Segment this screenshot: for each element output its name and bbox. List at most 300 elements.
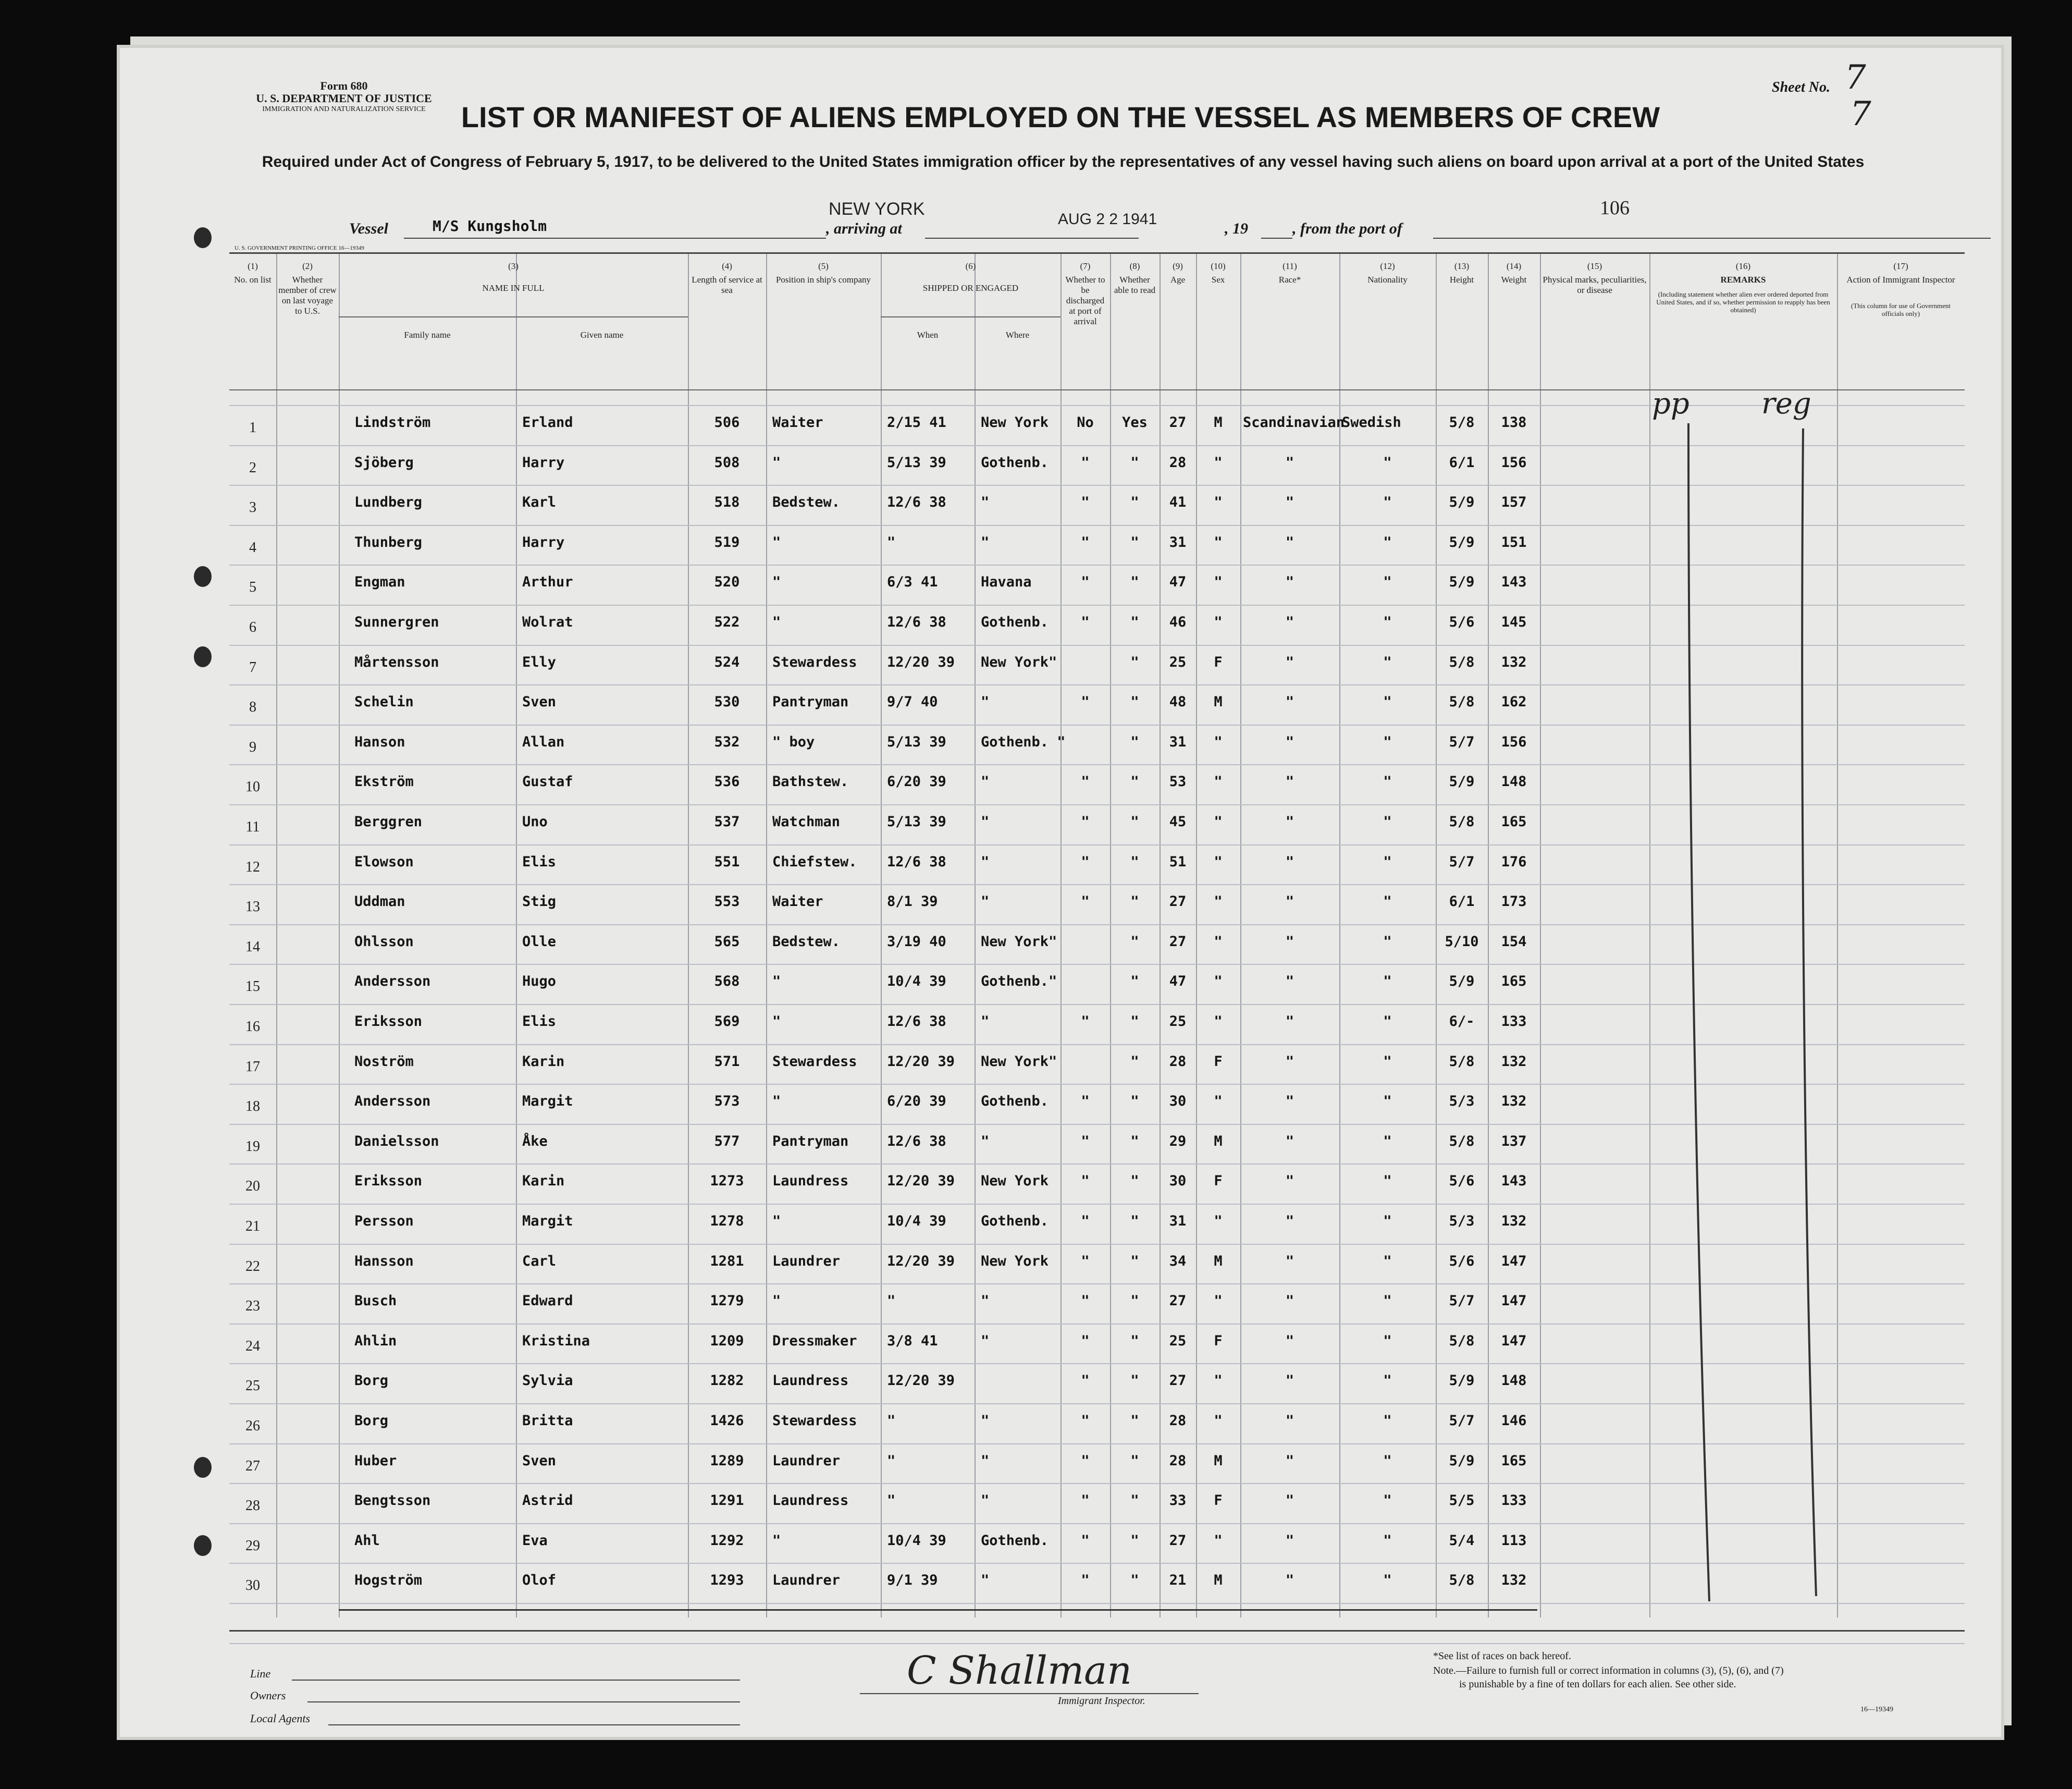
cell-position: " [772, 534, 781, 550]
cell-position: Bedstew. [772, 933, 841, 950]
cell-service: 518 [714, 494, 740, 511]
cell-where: New York" [981, 933, 1057, 950]
cell-family: Mårtensson [354, 654, 439, 670]
cell-race: " [1285, 1332, 1294, 1349]
cell-sex: " [1214, 733, 1223, 750]
cell-service: 1273 [710, 1173, 744, 1190]
cell-family: Huber [354, 1452, 397, 1469]
cell-weight: 165 [1501, 814, 1527, 830]
cell-nat: " [1383, 733, 1392, 750]
cell-given: Wolrat [522, 614, 573, 630]
cell-height: 5/8 [1449, 814, 1475, 830]
cell-when: 6/20 39 [887, 1093, 946, 1110]
cell-age: 28 [1169, 1413, 1187, 1429]
cell-height: 5/6 [1449, 1253, 1475, 1269]
cell-sex: M [1214, 1133, 1223, 1149]
cell-age: 46 [1169, 614, 1187, 630]
cell-nat: " [1383, 1213, 1392, 1229]
cell-sex: " [1214, 774, 1223, 790]
cell-family: Hogström [354, 1572, 423, 1589]
cell-discharged: " [1081, 1133, 1090, 1149]
cell-when: 10/4 39 [887, 1532, 946, 1549]
cell-sex: " [1214, 853, 1223, 870]
cell-weight: 132 [1501, 1213, 1527, 1229]
row-number: 19 [245, 1138, 260, 1155]
column-header: Whether to be discharged at port of arrival [1065, 275, 1105, 326]
row-number: 26 [245, 1418, 260, 1434]
cell-given: Britta [522, 1413, 573, 1429]
cell-when: 5/13 39 [887, 454, 946, 471]
cell-where: " [981, 1133, 990, 1149]
inspector-label: Immigrant Inspector. [1058, 1695, 1145, 1707]
cell-given: Olof [522, 1572, 557, 1589]
cell-given: Allan [522, 733, 565, 750]
cell-given: Kristina [522, 1332, 590, 1349]
cell-position: Pantryman [772, 694, 849, 710]
cell-position: Laundress [772, 1173, 849, 1190]
cell-read: " [1130, 1093, 1139, 1110]
cell-given: Eva [522, 1532, 548, 1549]
cell-when: 12/20 39 [887, 1053, 955, 1070]
cell-given: Elis [522, 1013, 557, 1030]
cell-nat: " [1383, 1013, 1392, 1030]
cell-discharged: " [1081, 574, 1090, 591]
row-number: 18 [245, 1098, 260, 1115]
cell-discharged: " [1081, 1373, 1090, 1389]
cell-read: " [1130, 494, 1139, 511]
cell-given: Gustaf [522, 774, 573, 790]
cell-given: Åke [522, 1133, 548, 1149]
cell-read: " [1130, 1213, 1139, 1229]
column-header: Height [1449, 275, 1474, 285]
row-number: 1 [249, 420, 256, 436]
cell-position: Chiefstew. [772, 853, 857, 870]
cell-family: Persson [354, 1213, 414, 1229]
binder-hole [45, 1537, 79, 1574]
cell-age: 53 [1169, 774, 1187, 790]
cell-nat: " [1383, 774, 1392, 790]
cell-discharged: " [1081, 1253, 1090, 1269]
sheet-label: Sheet No. [1772, 79, 1830, 95]
arriving-port: NEW YORK [829, 199, 925, 219]
column-number: (15) [1587, 261, 1602, 271]
cell-nat: " [1383, 853, 1392, 870]
cell-position: Laundress [772, 1492, 849, 1509]
cell-given: Stig [522, 893, 557, 910]
cell-height: 5/7 [1449, 733, 1475, 750]
cell-age: 27 [1169, 1373, 1187, 1389]
cell-weight: 148 [1501, 1373, 1527, 1389]
cell-weight: 147 [1501, 1293, 1527, 1309]
inspector-signature: C Shallman [907, 1648, 1132, 1693]
row-number: 25 [245, 1378, 260, 1394]
cell-weight: 143 [1501, 574, 1527, 591]
penalty-note-cont: is punishable by a fine of ten dollars for each alien. See other side. [1459, 1678, 1736, 1690]
cell-nat: " [1383, 454, 1392, 471]
cell-read: " [1130, 933, 1139, 950]
cell-weight: 132 [1501, 1572, 1527, 1589]
cell-weight: 154 [1501, 933, 1527, 950]
row-number: 30 [245, 1577, 260, 1594]
ditto-lines-handwritten [1673, 423, 1829, 1612]
row-number: 27 [245, 1457, 260, 1474]
row-number: 12 [245, 859, 260, 875]
cell-age: 21 [1169, 1572, 1187, 1589]
cell-family: Ahlin [354, 1332, 397, 1349]
cell-when: 12/6 38 [887, 1013, 946, 1030]
vessel-name: M/S Kungsholm [433, 217, 547, 235]
cell-where: " [981, 1413, 990, 1429]
cell-read: " [1130, 694, 1139, 710]
cell-discharged: " [1081, 1492, 1090, 1509]
cell-nat: " [1383, 814, 1392, 830]
cell-given: Karin [522, 1173, 565, 1190]
cell-sex: M [1214, 1452, 1223, 1469]
column-header: Nationality [1367, 275, 1408, 285]
cell-position: " [772, 1013, 781, 1030]
local-agents-field-line [328, 1711, 740, 1725]
cell-discharged: " [1081, 893, 1090, 910]
cell-nat: " [1383, 1492, 1392, 1509]
cell-service: 569 [714, 1013, 740, 1030]
cell-service: 553 [714, 893, 740, 910]
cell-age: 30 [1169, 1173, 1187, 1190]
cell-weight: 132 [1501, 654, 1527, 670]
cell-height: 5/10 [1445, 933, 1479, 950]
cell-service: 532 [714, 733, 740, 750]
cell-nat: " [1383, 574, 1392, 591]
cell-where: Gothenb. [981, 1532, 1049, 1549]
cell-age: 47 [1169, 973, 1187, 990]
cell-height: 5/8 [1449, 654, 1475, 670]
cell-nat: " [1383, 1173, 1392, 1190]
cell-family: Borg [354, 1413, 389, 1429]
column-number: (12) [1380, 261, 1395, 271]
cell-service: 522 [714, 614, 740, 630]
cell-sex: " [1214, 1293, 1223, 1309]
cell-sex: " [1214, 534, 1223, 550]
cell-when: 10/4 39 [887, 1213, 946, 1229]
cell-race: " [1285, 1133, 1294, 1149]
row-number: 21 [245, 1218, 260, 1234]
cell-family: Elowson [354, 853, 414, 870]
port-number-stamp: 106 [1600, 197, 1630, 219]
cell-service: 1289 [710, 1452, 744, 1469]
sheet-number-copy: 7 [1850, 95, 1871, 133]
cell-when: 2/15 41 [887, 414, 946, 431]
cell-discharged: " [1081, 1332, 1090, 1349]
cell-age: 28 [1169, 1053, 1187, 1070]
cell-nat: " [1383, 1293, 1392, 1309]
cell-sex: " [1214, 893, 1223, 910]
column-number: (4) [722, 261, 732, 271]
cell-when: 12/20 39 [887, 1253, 955, 1269]
cell-discharged: " [1081, 534, 1090, 550]
cell-race: " [1285, 534, 1294, 550]
column-number: (3) [508, 261, 519, 271]
cell-age: 34 [1169, 1253, 1187, 1269]
column-header: Action of Immigrant Inspector [1846, 275, 1955, 285]
cell-race: " [1285, 1413, 1294, 1429]
cell-read: " [1130, 654, 1139, 670]
page-title: LIST OR MANIFEST OF ALIENS EMPLOYED ON THE VESSEL AS MEMBERS OF CREW [461, 101, 1660, 133]
column-header: Whether member of crew on last voyage to U.S. [278, 275, 337, 316]
cell-weight: 146 [1501, 1413, 1527, 1429]
cell-race: " [1285, 1293, 1294, 1309]
cell-given: Carl [522, 1253, 557, 1269]
cell-weight: 151 [1501, 534, 1527, 550]
cell-discharged: " [1081, 1293, 1090, 1309]
cell-given: Harry [522, 534, 565, 550]
cell-family: Uddman [354, 893, 405, 910]
column-number: (8) [1129, 261, 1140, 271]
cell-height: 5/8 [1449, 1053, 1475, 1070]
cell-read: " [1130, 1053, 1139, 1070]
sub-header: Given name [580, 330, 624, 340]
cell-position: " [772, 973, 781, 990]
cell-position: " [772, 1293, 781, 1309]
cell-weight: 162 [1501, 694, 1527, 710]
cell-race: " [1285, 1213, 1294, 1229]
cell-read: " [1130, 1173, 1139, 1190]
row-rule [229, 1643, 1965, 1644]
cell-height: 5/7 [1449, 1413, 1475, 1429]
cell-when: 12/6 38 [887, 1133, 946, 1149]
cell-race: " [1285, 1492, 1294, 1509]
cell-sex: F [1214, 1332, 1223, 1349]
cell-nat: " [1383, 1532, 1392, 1549]
cell-sex: F [1214, 1492, 1223, 1509]
cell-height: 5/8 [1449, 1572, 1475, 1589]
cell-discharged: No [1077, 414, 1094, 431]
owners-field-line [307, 1688, 740, 1702]
cell-family: Danielsson [354, 1133, 439, 1149]
cell-age: 45 [1169, 814, 1187, 830]
department-name: U. S. DEPARTMENT OF JUSTICE [256, 92, 432, 105]
cell-age: 31 [1169, 733, 1187, 750]
cell-sex: F [1214, 654, 1223, 670]
cell-family: Thunberg [354, 534, 423, 550]
form-code: 16—19349 [1860, 1706, 1893, 1713]
cell-where: " [981, 1293, 990, 1309]
column-number: (2) [302, 261, 313, 271]
cell-age: 33 [1169, 1492, 1187, 1509]
column-header: Sex [1211, 275, 1225, 285]
cell-family: Schelin [354, 694, 414, 710]
cell-weight: 132 [1501, 1053, 1527, 1070]
cell-sex: F [1214, 1053, 1223, 1070]
year-label: , 19 [1225, 220, 1248, 237]
cell-family: Ohlsson [354, 933, 414, 950]
cell-family: Andersson [354, 1093, 431, 1110]
cell-where: Gothenb. [981, 1093, 1049, 1110]
cell-read: " [1130, 814, 1139, 830]
page-subtitle: Required under Act of Congress of February 5, 1917, to be delivered to the United States immigration officer by the representatives of any vessel having such aliens on board upon arrival at a port of the United States [262, 153, 1865, 170]
cell-weight: 137 [1501, 1133, 1527, 1149]
cell-height: 5/3 [1449, 1093, 1475, 1110]
cell-race: " [1285, 973, 1294, 990]
row-number: 9 [249, 739, 256, 755]
cell-age: 48 [1169, 694, 1187, 710]
cell-weight: 176 [1501, 853, 1527, 870]
cell-sex: " [1214, 1413, 1223, 1429]
cell-read: " [1130, 1253, 1139, 1269]
cell-read: " [1130, 1332, 1139, 1349]
cell-family: Bengtsson [354, 1492, 431, 1509]
cell-weight: 147 [1501, 1332, 1527, 1349]
cell-weight: 148 [1501, 774, 1527, 790]
cell-sex: M [1214, 1253, 1223, 1269]
cell-read: " [1130, 574, 1139, 591]
column-number: (9) [1173, 261, 1183, 271]
cell-family: Andersson [354, 973, 431, 990]
cell-given: Karin [522, 1053, 565, 1070]
cell-race: " [1285, 893, 1294, 910]
line-field-line [292, 1666, 740, 1681]
cell-read: " [1130, 1492, 1139, 1509]
cell-family: Berggren [354, 814, 423, 830]
cell-age: 27 [1169, 1532, 1187, 1549]
cell-age: 31 [1169, 534, 1187, 550]
cell-nat: " [1383, 614, 1392, 630]
cell-race: " [1285, 774, 1294, 790]
cell-service: 506 [714, 414, 740, 431]
cell-given: Elis [522, 853, 557, 870]
cell-position: " [772, 1532, 781, 1549]
cell-given: Olle [522, 933, 557, 950]
cell-height: 6/1 [1449, 893, 1475, 910]
cell-age: 29 [1169, 1133, 1187, 1149]
cell-position: " [772, 454, 781, 471]
cell-given: Astrid [522, 1492, 573, 1509]
cell-sex: " [1214, 494, 1223, 511]
binder-hole [45, 1251, 79, 1289]
cell-where: " [981, 1013, 990, 1030]
column-number: (6) [965, 261, 976, 271]
cell-age: 30 [1169, 1093, 1187, 1110]
cell-given: Erland [522, 414, 573, 431]
cell-read: " [1130, 1373, 1139, 1389]
cell-nat: Swedish [1342, 414, 1401, 431]
cell-height: 5/9 [1449, 534, 1475, 550]
cell-service: 530 [714, 694, 740, 710]
cell-race: " [1285, 733, 1294, 750]
cell-discharged: " [1081, 494, 1090, 511]
cell-where: New York" [981, 654, 1057, 670]
cell-weight: 157 [1501, 494, 1527, 511]
cell-age: 27 [1169, 1293, 1187, 1309]
row-number: 6 [249, 619, 256, 635]
cell-read: " [1130, 1572, 1139, 1589]
cell-where: Gothenb. " [981, 733, 1066, 750]
cell-age: 41 [1169, 494, 1187, 511]
remarks-handwritten-mark: pp [1652, 387, 1689, 421]
cell-sex: " [1214, 574, 1223, 591]
row-number: 4 [249, 539, 256, 556]
cell-given: Margit [522, 1093, 573, 1110]
cell-service: 1278 [710, 1213, 744, 1229]
cell-family: Ekström [354, 774, 414, 790]
cell-given: Harry [522, 454, 565, 471]
cell-read: " [1130, 774, 1139, 790]
row-number: 13 [245, 899, 260, 915]
cell-height: 5/9 [1449, 574, 1475, 591]
cell-nat: " [1383, 1452, 1392, 1469]
cell-height: 5/9 [1449, 1452, 1475, 1469]
cell-service: 568 [714, 973, 740, 990]
from-port-label: , from the port of [1292, 220, 1402, 237]
cell-weight: 113 [1501, 1532, 1527, 1549]
cell-race: " [1285, 1532, 1294, 1549]
cell-where: " [981, 893, 990, 910]
cell-position: Waiter [772, 893, 823, 910]
cell-discharged: " [1081, 1572, 1090, 1589]
cell-where: New York" [981, 1053, 1057, 1070]
cell-age: 27 [1169, 933, 1187, 950]
form-number: Form 680 [320, 79, 368, 92]
cell-service: 536 [714, 774, 740, 790]
cell-position: Bathstew. [772, 774, 849, 790]
sheet-punch-hole [194, 1535, 212, 1556]
cell-age: 25 [1169, 1013, 1187, 1030]
cell-when: 9/1 39 [887, 1572, 938, 1589]
cell-age: 28 [1169, 454, 1187, 471]
cell-sex: " [1214, 933, 1223, 950]
cell-weight: 173 [1501, 893, 1527, 910]
cell-sex: " [1214, 1213, 1223, 1229]
cell-sex: " [1214, 1013, 1223, 1030]
cell-sex: " [1214, 814, 1223, 830]
row-number: 5 [249, 579, 256, 596]
cell-position: Stewardess [772, 1053, 857, 1070]
cell-where: " [981, 494, 990, 511]
cell-discharged: " [1081, 814, 1090, 830]
cell-position: " [772, 614, 781, 630]
binder-hole [45, 1114, 79, 1152]
cell-height: 5/5 [1449, 1492, 1475, 1509]
cell-weight: 143 [1501, 1173, 1527, 1190]
cell-when: 6/3 41 [887, 574, 938, 591]
cell-service: 1279 [710, 1293, 744, 1309]
cell-family: Sjöberg [354, 454, 414, 471]
signature-line [860, 1674, 1199, 1694]
column-number: (1) [248, 261, 258, 271]
cell-sex: " [1214, 1373, 1223, 1389]
cell-where: New York [981, 414, 1049, 431]
cell-discharged: " [1081, 1093, 1090, 1110]
cell-height: 5/9 [1449, 973, 1475, 990]
cell-position: Dressmaker [772, 1332, 857, 1349]
cell-service: 1209 [710, 1332, 744, 1349]
cell-where: " [981, 534, 990, 550]
row-number: 24 [245, 1338, 260, 1354]
cell-where: " [981, 694, 990, 710]
cell-service: 508 [714, 454, 740, 471]
cell-discharged: " [1081, 614, 1090, 630]
column-note: (Including statement whether alien ever ordered deported from United States, and if so, whether permission to reapply has been obtained) [1656, 290, 1830, 314]
row-number: 17 [245, 1058, 260, 1075]
cell-weight: 133 [1501, 1492, 1527, 1509]
column-header: REMARKS [1720, 275, 1766, 285]
cell-read: " [1130, 534, 1139, 550]
cell-read: Yes [1122, 414, 1148, 431]
cell-read: " [1130, 1133, 1139, 1149]
column-header: Weight [1501, 275, 1527, 285]
cell-when: " [887, 1452, 896, 1469]
cell-race: " [1285, 933, 1294, 950]
column-header: Position in ship's company [775, 275, 871, 285]
cell-service: 1426 [710, 1413, 744, 1429]
